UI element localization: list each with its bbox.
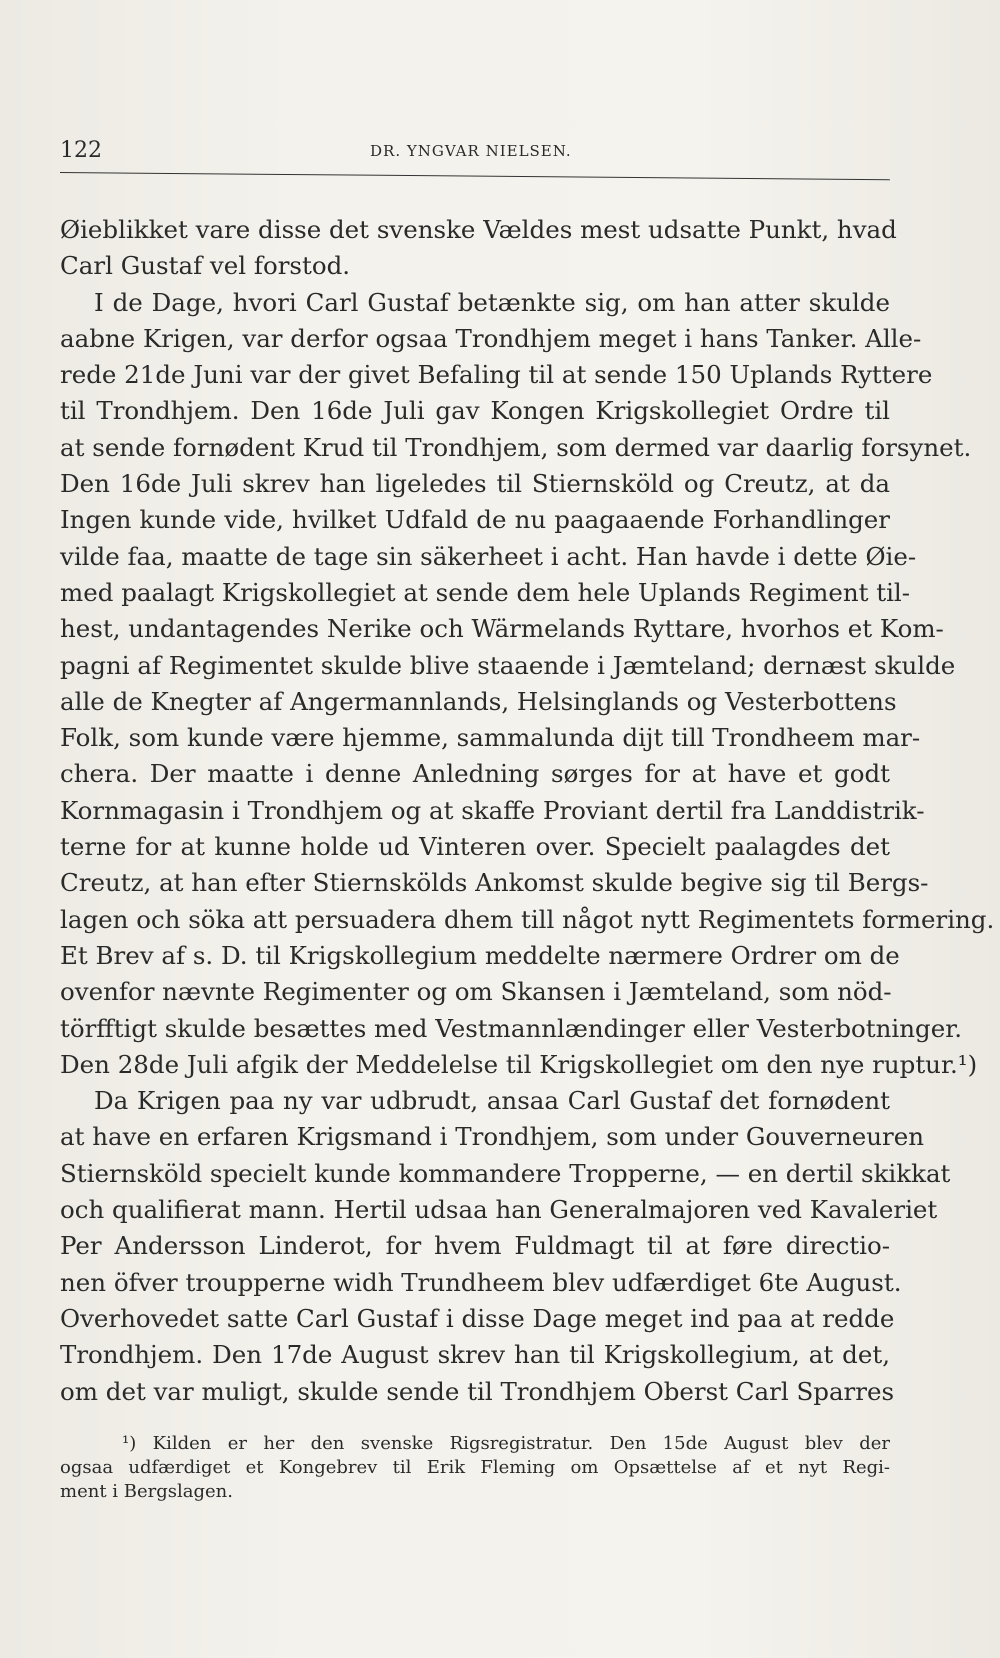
- text-line: Et Brev af s. D. til Krigskollegium meddelte nærmere Ordrer om de: [60, 940, 900, 970]
- footnote-line: ¹) Kilden er her den svenske Rigsregistratur. Den 15de August blev der: [122, 1433, 890, 1454]
- text-line: Creutz, at han efter Stiernskölds Ankomst skulde begive sig til Bergs-: [60, 868, 929, 898]
- text-line: med paalagt Krigskollegiet at sende dem hele Uplands Regiment til-: [60, 577, 911, 607]
- body-text: [60, 212, 995, 1410]
- text-line: om det var muligt, skulde sende til Trondhjem Oberst Carl Sparres: [60, 1376, 895, 1406]
- text-line: nen öfver troupperne widh Trundheem blev udfærdiget 6te August.: [60, 1267, 902, 1297]
- text-line: lagen och söka att persuadera dhem till något nytt Regimentets formering.: [60, 904, 995, 934]
- footnote-line: ogsaa udfærdiget et Kongebrev til Erik Fleming om Opsættelse af et nyt Regi-: [60, 1457, 890, 1478]
- header-rule: [60, 172, 890, 180]
- text-line: Trondhjem. Den 17de August skrev han til Krigskollegium, at det,: [60, 1340, 890, 1370]
- text-line: Stiernsköld specielt kunde kommandere Tropperne, — en dertil skikkat: [60, 1158, 951, 1188]
- text-line: at have en erfaren Krigsmand i Trondhjem, som under Gouverneuren: [60, 1122, 925, 1152]
- text-line: och qualifierat mann. Hertil udsaa han Generalmajoren ved Kavaleriet: [60, 1195, 938, 1225]
- text-line: aabne Krigen, var derfor ogsaa Trondhjem meget i hans Tanker. Alle-: [60, 323, 922, 353]
- text-line: ovenfor nævnte Regimenter og om Skansen i Jæmteland, som nöd-: [60, 977, 892, 1007]
- text-line: Carl Gustaf vel forstod.: [60, 251, 351, 281]
- text-line: vilde faa, maatte de tage sin säkerheet i acht. Han havde i dette Øie-: [60, 541, 917, 571]
- text-line: Kornmagasin i Trondhjem og at skaffe Proviant dertil fra Landdistrik-: [60, 795, 925, 825]
- text-line: rede 21de Juni var der givet Befaling til at sende 150 Uplands Ryttere: [60, 360, 933, 390]
- footnote-line: ment i Bergslagen.: [60, 1481, 233, 1502]
- text-line: pagni af Regimentet skulde blive staaende i Jæmteland; dernæst skulde: [60, 650, 956, 680]
- page-header: [60, 138, 890, 168]
- text-line: Den 28de Juli afgik der Meddelelse til Krigskollegiet om den nye ruptur.¹): [60, 1049, 978, 1079]
- text-line: terne for at kunne holde ud Vinteren over. Specielt paalagdes det: [60, 832, 890, 862]
- running-head: DR. YNGVAR NIELSEN.: [370, 142, 572, 160]
- text-line: Overhovedet satte Carl Gustaf i disse Dage meget ind paa at redde: [60, 1303, 895, 1333]
- text-line: at sende fornødent Krud til Trondhjem, som dermed var daarlig forsynet.: [60, 432, 972, 462]
- text-line: Folk, som kunde være hjemme, sammalunda dijt till Trondheem mar-: [60, 723, 921, 753]
- text-line: Per Andersson Linderot, for hvem Fuldmagt til at føre directio-: [60, 1231, 890, 1261]
- text-line: hest, undantagendes Nerike och Wärmelands Ryttare, hvorhos et Kom-: [60, 614, 944, 644]
- text-line: Øieblikket vare disse det svenske Vældes mest udsatte Punkt, hvad: [60, 215, 897, 244]
- text-line: I de Dage, hvori Carl Gustaf betænkte sig, om han atter skulde: [94, 287, 890, 317]
- text-line: til Trondhjem. Den 16de Juli gav Kongen Krigskollegiet Ordre til: [60, 396, 890, 426]
- text-line: alle de Knegter af Angermannlands, Helsinglands og Vesterbottens: [60, 686, 897, 716]
- text-line: chera. Der maatte i denne Anledning sørges for at have et godt: [60, 759, 890, 789]
- text-line: Den 16de Juli skrev han ligeledes til Stiernsköld og Creutz, at da: [60, 469, 890, 499]
- text-line: Ingen kunde vide, hvilket Udfald de nu paagaaende Forhandlinger: [60, 505, 890, 535]
- page-number: 122: [60, 138, 102, 163]
- text-line: törfftigt skulde besættes med Vestmannlændinger eller Vesterbotninger.: [60, 1013, 963, 1043]
- text-line: Da Krigen paa ny var udbrudt, ansaa Carl Gustaf det fornødent: [94, 1086, 890, 1116]
- footnotes: [60, 1432, 890, 1504]
